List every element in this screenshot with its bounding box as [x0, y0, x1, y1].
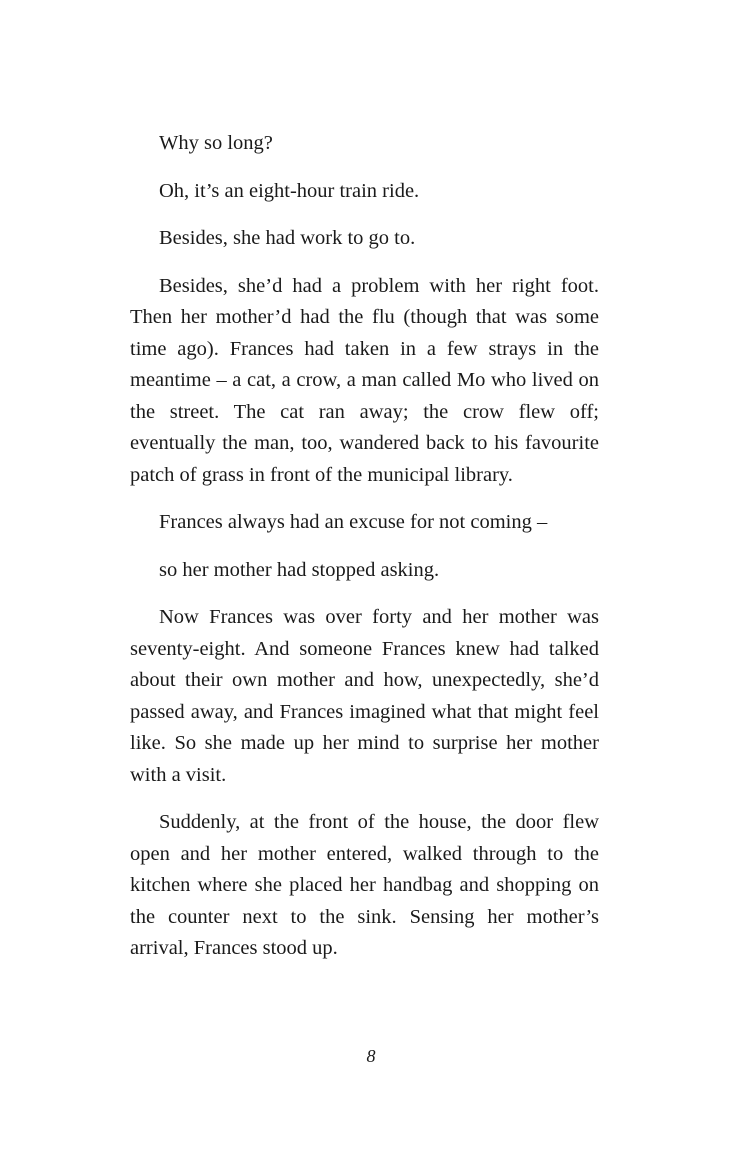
- paragraph: Frances always had an excuse for not coming –: [159, 511, 548, 533]
- paragraph: Now Frances was over forty and her mother was seventy-eight. And someone Frances knew had talked about their own mother and how, unexpectedly, she’d passed away, and Frances imagined what that might feel like. So she made up her mind to surprise her mother with a visit.: [130, 606, 599, 786]
- paragraph: Oh, it’s an eight-hour train ride.: [159, 179, 420, 202]
- paragraph: Besides, she had work to go to.: [159, 227, 416, 249]
- paragraph: Besides, she’d had a problem with her right foot. Then her mother’d had the flu (though that was some time ago). Frances had taken in a few strays in the meantime – a cat, a crow, a man called Mo who lived on the street. The cat ran away; the crow flew off; eventually the man, too, wandered back to his favourite patch of grass in front of the municipal library.: [130, 274, 599, 486]
- paragraph: Suddenly, at the front of the house, the door flew open and her mother entered, walked through to the kitchen where she placed her handbag and shopping on the counter next to the sink. Sensing her mother’s arrival, Frances stood up.: [130, 811, 599, 959]
- page-body: [130, 128, 599, 981]
- paragraph: Why so long?: [159, 132, 273, 154]
- page-number: 8: [366, 1046, 376, 1066]
- paragraph: so her mother had stopped asking.: [159, 558, 440, 581]
